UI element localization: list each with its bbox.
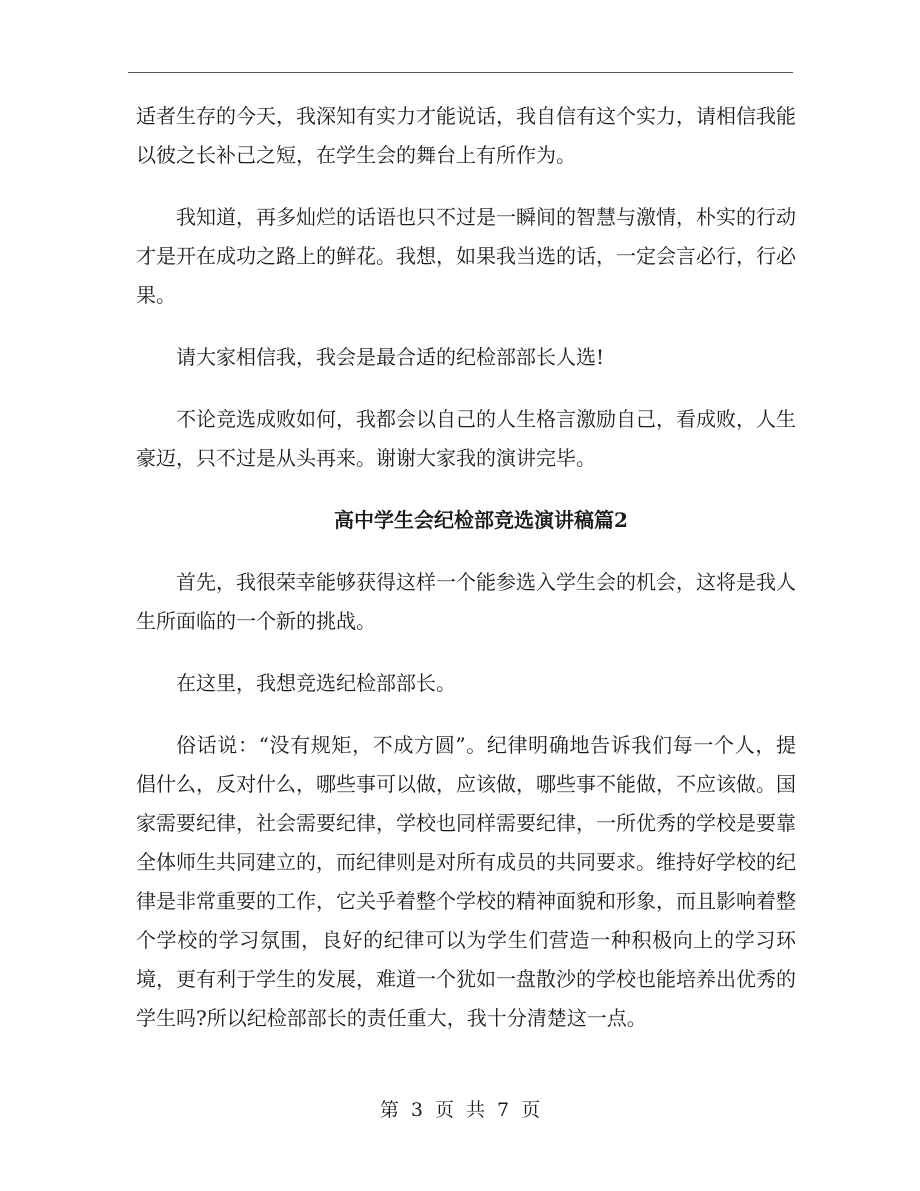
section-title: 高中学生会纪检部竞选演讲稿篇2 [334, 508, 628, 532]
header-rule [128, 72, 793, 73]
paragraph: 首先，我很荣幸能够获得这样一个能参选入学生会的机会，这将是我人生所面临的一个新的挑战。 [136, 570, 796, 633]
paragraph: 我知道，再多灿烂的话语也只不过是一瞬间的智慧与激情，朴实的行动才是开在成功之路上的鲜花。我想，如果我当选的话，一定会言必行，行必果。 [136, 205, 796, 307]
paragraph: 请大家相信我，我会是最合适的纪检部部长人选! [176, 345, 605, 369]
page-number-footer: 第 3 页 共 7 页 [379, 1099, 541, 1121]
paragraph-continued: 适者生存的今天，我深知有实力才能说话，我自信有这个实力，请相信我能以彼之长补己之短，在学生会的舞台上有所作为。 [136, 104, 796, 167]
paragraph: 在这里，我想竞选纪检部部长。 [176, 671, 456, 695]
paragraph: 俗话说：“没有规矩，不成方圆”。纪律明确地告诉我们每一个人，提倡什么，反对什么，哪些事可以做，应该做，哪些事不能做，不应该做。国家需要纪律，社会需要纪律，学校也同样需要纪律，一所优秀的学校是要靠全体师生共同建立的，而纪律则是对所有成员的共同要求。维持好学校的纪律是非常重要的工作，它关乎着整个学校的精神面貌和形象，而且影响着整个学校的学习氛围，良好的纪律可以为学生们营造一种积极向上的学习环境，更有利于学生的发展，难道一个犹如一盘散沙的学校也能培养出优秀的学生吗?所以纪检部部长的责任重大，我十分清楚这一点。 [136, 733, 796, 1030]
document-body [136, 97, 796, 1061]
paragraph: 不论竞选成败如何，我都会以自己的人生格言激励自己，看成败，人生豪迈，只不过是从头再来。谢谢大家我的演讲完毕。 [136, 407, 796, 470]
